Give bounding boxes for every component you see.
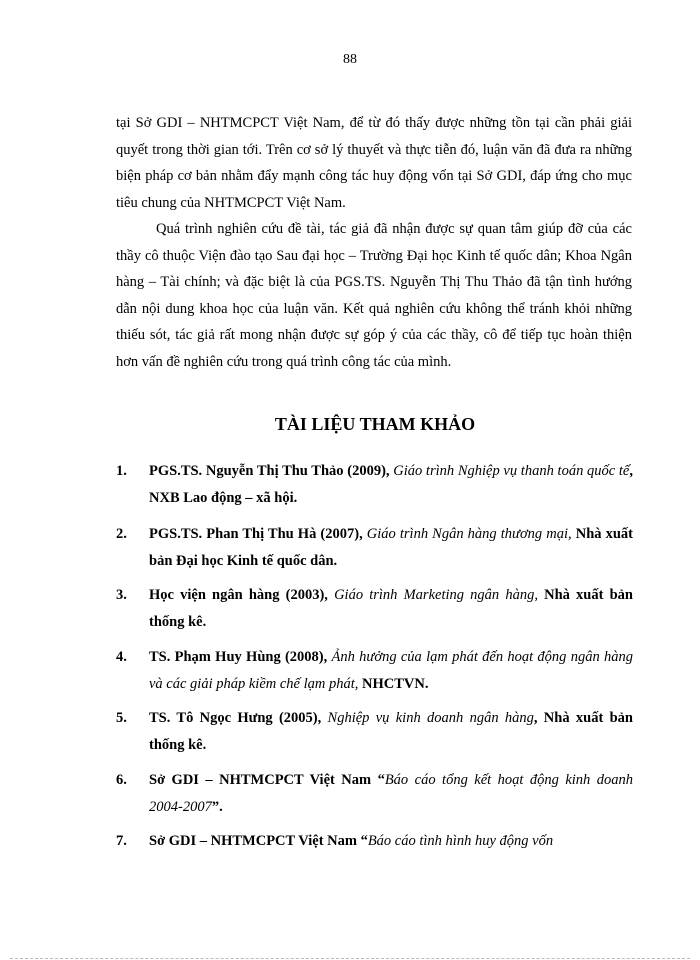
reference-title: Giáo trình Marketing ngân hàng, xyxy=(334,587,538,603)
reference-item-2 xyxy=(116,521,633,575)
reference-author: PGS.TS. Nguyễn Thị Thu Thảo (2009), xyxy=(149,463,394,479)
page-number: 88 xyxy=(343,52,357,67)
reference-publisher: , Nhà xuất bản thống kê. xyxy=(149,710,633,753)
reference-title: Báo cáo tình hình huy động vốn xyxy=(367,833,554,849)
reference-item-1 xyxy=(116,458,633,512)
reference-number: 1. xyxy=(116,463,127,479)
references-heading: TÀI LIỆU THAM KHẢO xyxy=(274,414,476,434)
reference-author: PGS.TS. Phan Thị Thu Hà (2007), xyxy=(149,526,367,542)
reference-author: TS. Phạm Huy Hùng (2008), xyxy=(149,649,332,665)
reference-author: Học viện ngân hàng (2003), xyxy=(149,587,335,603)
reference-item-3 xyxy=(116,582,633,636)
reference-number: 4. xyxy=(116,649,127,665)
reference-item-4 xyxy=(116,644,633,698)
page-bottom-divider xyxy=(10,958,690,959)
reference-item-5 xyxy=(116,705,633,759)
reference-publisher: Nhà xuất bản thống kê. xyxy=(149,587,633,630)
reference-title: Báo cáo tổng kết hoạt động kinh doanh 2004-2007 xyxy=(149,772,633,815)
reference-publisher: Nhà xuất bản Đại học Kinh tế quốc dân. xyxy=(149,526,634,569)
closing-paragraph-2: Quá trình nghiên cứu đề tài, tác giả đã nhận được sự quan tâm giúp đỡ của các thầy cô thuộc Viện đào tạo Sau đại học – Trường Đại học Kinh tế quốc dân; Khoa Ngân hàng – Tài chính; và đặc biệt là của PGS.TS. Nguyễn Thị Thu Thảo đã tận tình hướng dẫn nội dung khoa học của luận văn. Kết quả nghiên cứu không thể tránh khỏi những thiếu sót, tác giả rất mong nhận được sự góp ý của các thầy, cô để tiếp tục hoàn thiện hơn vấn đề nghiên cứu trong quá trình công tác của mình. xyxy=(116,221,632,370)
reference-author: Sở GDI – NHTMCPCT Việt Nam “ xyxy=(149,772,385,788)
closing-paragraph-1: tại Sở GDI – NHTMCPCT Việt Nam, để từ đó thấy được những tồn tại cần phải giải quyết trong thời gian tới. Trên cơ sở lý thuyết và thực tiễn đó, luận văn đã đưa ra những biện pháp cơ bản nhằm đẩy mạnh công tác huy động vốn tại Sở GDI, đáp ứng cho mục tiêu chung của NHTMCPCT Việt Nam. xyxy=(116,115,632,211)
reference-author: TS. Tô Ngọc Hưng (2005), xyxy=(149,710,328,726)
reference-item-6 xyxy=(116,767,633,821)
reference-publisher: , NXB Lao động – xã hội. xyxy=(149,463,633,506)
reference-number: 6. xyxy=(116,772,127,788)
reference-publisher: ”. xyxy=(211,799,223,815)
reference-title: Giáo trình Nghiệp vụ thanh toán quốc tế xyxy=(393,463,630,479)
reference-title: Giáo trình Ngân hàng thương mại, xyxy=(366,526,572,542)
reference-title: Nghiệp vụ kinh doanh ngân hàng xyxy=(327,710,534,726)
reference-number: 3. xyxy=(116,587,127,603)
reference-number: 7. xyxy=(116,833,127,849)
reference-number: 5. xyxy=(116,710,127,726)
reference-item-7 xyxy=(116,828,633,855)
reference-publisher: NHCTVN. xyxy=(358,676,429,692)
reference-author: Sở GDI – NHTMCPCT Việt Nam “ xyxy=(149,833,368,849)
reference-number: 2. xyxy=(116,526,127,542)
reference-title: Ảnh hưởng của lạm phát đến hoạt động ngân hàng và các giải pháp kiềm chế lạm phát, xyxy=(149,649,633,692)
